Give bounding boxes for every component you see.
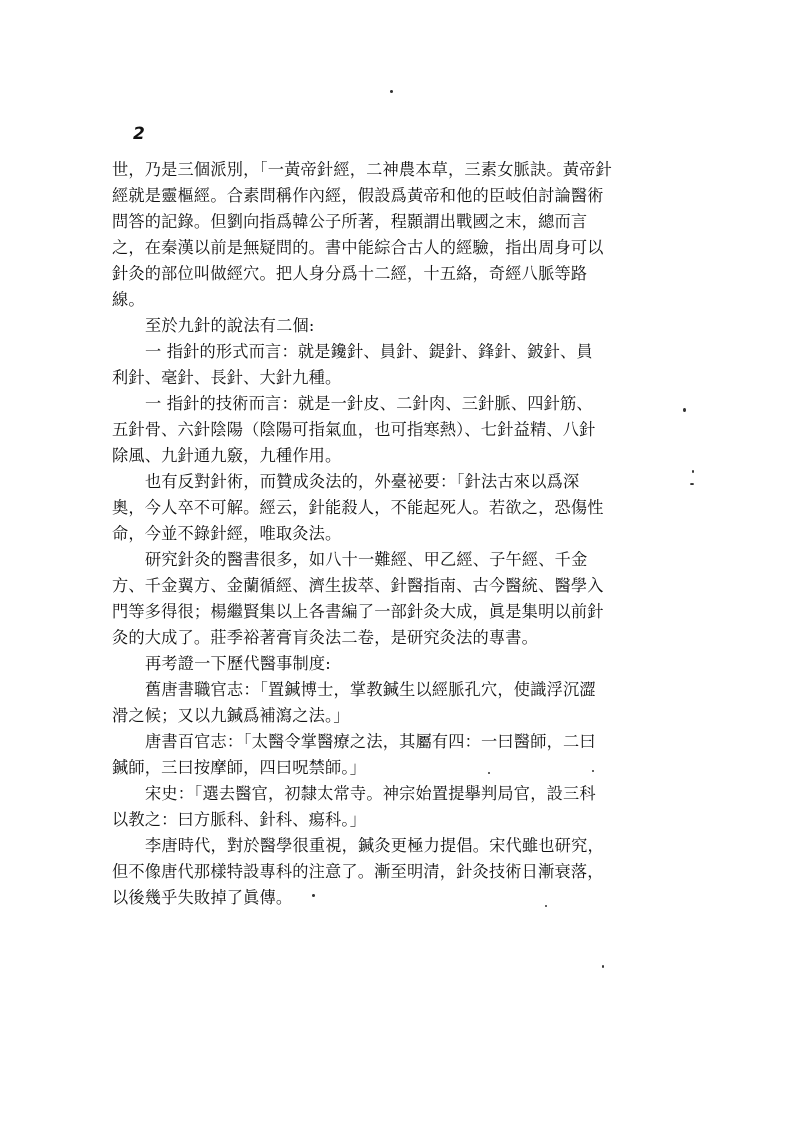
text-line: 方、千金翼方、金蘭循經、濟生拔萃、針醫指南、古今醫統、醫學入 xyxy=(112,576,604,595)
text-line: 宋史：「選去醫官，初隸太常寺。神宗始置提擧判局官，設三科 xyxy=(145,784,596,803)
text-line: 奧，今人卒不可解。經云，針能殺人，不能起死人。若欲之，恐傷性 xyxy=(112,498,604,517)
text-line: 以後幾乎失敗掉了眞傳。 xyxy=(112,888,293,907)
text-line: 灸的大成了。莊季裕著膏肓灸法二卷，是研究灸法的專書。 xyxy=(112,628,539,647)
scan-speck xyxy=(488,772,490,774)
scan-speck xyxy=(683,408,686,412)
text-line: 研究針灸的醫書很多，如八十一難經、甲乙經、子午經、千金 xyxy=(145,550,588,569)
text-line: 滑之候；又以九鍼爲補瀉之法。」 xyxy=(112,706,350,725)
text-line: 鍼師，三曰按摩師，四曰呪禁師。」 xyxy=(112,758,367,777)
text-line: 問答的記錄。但劉向指爲韓公子所著，程顥謂出戰國之末，總而言 xyxy=(112,212,588,231)
scan-speck xyxy=(390,90,393,93)
text-line: 門等多得很；楊繼賢集以上各書編了一部針灸大成，眞是集明以前針 xyxy=(112,602,604,621)
scan-speck xyxy=(312,894,315,897)
text-line: 唐書百官志：「太醫令掌醫療之法，其屬有四：一曰醫師，二曰 xyxy=(145,732,596,751)
scan-speck xyxy=(545,905,547,907)
text-line: 之，在秦漢以前是無疑問的。書中能綜合古人的經驗，指出周身可以 xyxy=(112,238,604,257)
text-line: 五針骨、六針陰陽（陰陽可指氣血，也可指寒熱）、七針益精、八針 xyxy=(112,420,596,439)
text-line: 針灸的部位叫做經穴。把人身分爲十二經，十五絡，奇經八脈等路 xyxy=(112,264,588,283)
scan-speck xyxy=(690,483,694,485)
text-line: 世，乃是三個派別，「一黃帝針經，二神農本草，三素女脈訣。黃帝針 xyxy=(112,160,612,179)
text-line: 至於九針的說法有二個: xyxy=(145,316,315,335)
text-line: 利針、毫針、長針、大針九種。 xyxy=(112,368,342,387)
text-line: 再考證一下歷代醫事制度: xyxy=(145,654,331,673)
text-line: 經就是靈樞經。合素問稱作內經，假設爲黃帝和他的臣岐伯討論醫術 xyxy=(112,186,604,205)
scan-speck xyxy=(592,770,594,772)
scan-speck xyxy=(692,470,694,473)
text-line: 以教之：曰方脈科、針科、瘍科。」 xyxy=(112,810,367,829)
text-line: 一 指針的技術而言：就是一針皮、二針肉、三針脈、四針筋、 xyxy=(145,394,593,413)
text-line: 李唐時代，對於醫學很重視，鍼灸更極力提倡。宋代雖也研究， xyxy=(145,836,604,855)
text-line: 但不像唐代那樣特設專科的注意了。漸至明清，針灸技術日漸衰落， xyxy=(112,862,604,881)
text-line: 一 指針的形式而言：就是鑱針、員針、鍉針、鋒針、鈹針、員 xyxy=(145,342,593,361)
text-line: 舊唐書職官志：「置鍼博士，掌教鍼生以經脈孔穴，使識浮沉澀 xyxy=(145,680,596,699)
text-line: 線。 xyxy=(112,290,145,309)
text-line: 命，今並不錄針經，唯取灸法。 xyxy=(112,524,342,543)
text-line: 除風、九針通九竅，九種作用。 xyxy=(112,446,342,465)
text-line: 也有反對針術，而贊成灸法的，外臺祕要：「針法古來以爲深 xyxy=(145,472,580,491)
page-number: 2 xyxy=(133,124,145,144)
scan-speck xyxy=(602,965,604,968)
